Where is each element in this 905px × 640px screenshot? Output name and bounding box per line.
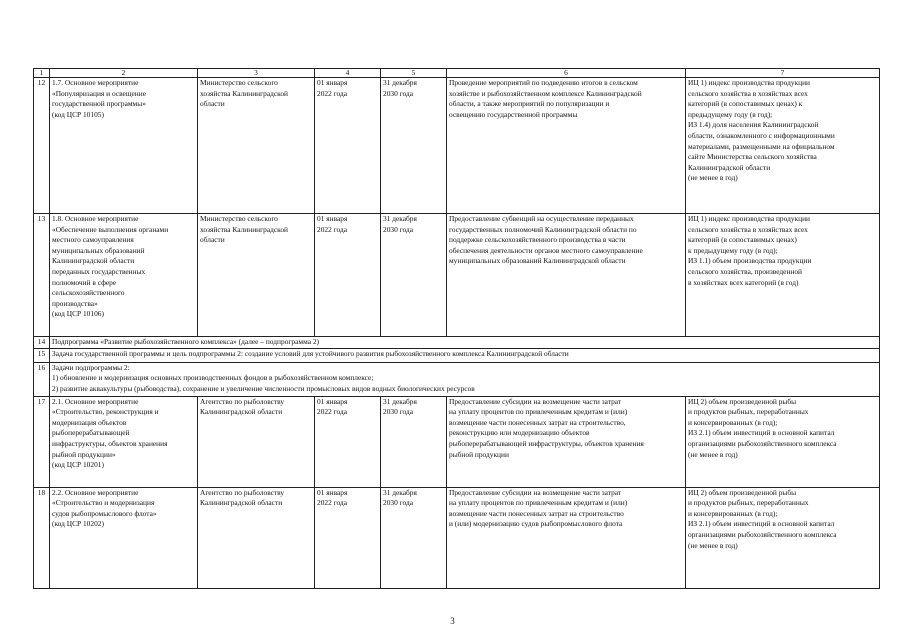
header-cell-5: 5 (381, 69, 447, 78)
row-number: 14 (34, 337, 50, 349)
header-cell-7: 7 (686, 69, 880, 78)
event-description: Предоставление субвенций на осуществление переданных государственных полномочий Калининградской области по поддержке сельскохозяйственного производства в части обеспечения деятельности органов местного самоуправление муниципальных образований Калининградской области (447, 214, 686, 337)
table-row (34, 78, 880, 214)
row-number: 12 (34, 78, 50, 214)
header-cell-2: 2 (50, 69, 198, 78)
event-description: Проведение мероприятий по подведению итогов в сельском хозяйстве и рыбохозяйственном комплексе Калининградской области, а также мероприятий по популяризации и освещению государственной программы (447, 78, 686, 214)
event-description: Предоставление субсидии на возмещение части затрат на уплату процентов по привлеченным кредитам и (или) возмещение части понесенных затрат на строительство, реконструкцию или модернизацию объектов рыбоперерабатывающей инфраструктуры, объектов хранения рыбной продукции (447, 396, 686, 487)
event-name: 1.8. Основное мероприятие «Обеспечение выполнения органами местного самоуправления муниципальных образований Калининградской области переданных государственных полномочий в сфере сельскохозяйственного производства» (код ЦСР 10106) (50, 214, 198, 337)
header-cell-3: 3 (198, 69, 315, 78)
end-date: 31 декабря 2030 года (381, 214, 447, 337)
table-row (34, 487, 880, 588)
indicators: ИЦ 1) индекс производства продукции сельского хозяйства в хозяйствах всех категорий (в сопоставимых ценах) к предыдущему году (в год); ИЗ 1.1) объем производства продукции сельского хозяйства, произведенной в хозяйствах всех категорий (в год) (686, 214, 880, 337)
end-date: 31 декабря 2030 года (381, 487, 447, 588)
header-cell-6: 6 (447, 69, 686, 78)
start-date: 01 января 2022 года (315, 487, 381, 588)
program-table (33, 68, 880, 589)
start-date: 01 января 2022 года (315, 214, 381, 337)
event-name: 2.1. Основное мероприятие «Строительство, реконструкция и модернизация объектов рыбоперерабатывающей инфраструктуры, объектов хранения рыбной продукции» (код ЦСР 10201) (50, 396, 198, 487)
executor: Министерство сельского хозяйства Калининградской области (198, 214, 315, 337)
header-cell-1: 1 (34, 69, 50, 78)
page-number: 3 (450, 616, 455, 626)
executor: Министерство сельского хозяйства Калининградской области (198, 78, 315, 214)
subprogram-tasks: Задачи подпрограммы 2: 1) обновление и модернизация основных производственных фондов в рыбохозяйственном комплексе; 2) развитие аквакультуры (рыбоводства), сохранение и увеличение численности промысловых видов водных биологических ресурсов (50, 362, 880, 396)
executor: Агентство по рыболовству Калининградской области (198, 487, 315, 588)
indicators: ИЦ 2) объем произведенной рыбы и продуктов рыбных, переработанных и консервированных (в год); ИЗ 2.1) объем инвестиций в основной капитал организациями рыбохозяйственного комплекса (не менее в год) (686, 487, 880, 588)
event-name: 2.2. Основное мероприятие «Строительство и модернизация судов рыбопромыслового флота» (код ЦСР 10202) (50, 487, 198, 588)
subprogram-row (34, 337, 880, 349)
table-row (34, 214, 880, 337)
event-name: 1.7. Основное мероприятие «Популяризация и освещение государственной программы» (код ЦСР 10105) (50, 78, 198, 214)
indicators: ИЦ 2) объем произведенной рыбы и продуктов рыбных, переработанных и консервированных (в год); ИЗ 2.1) объем инвестиций в основной капитал организациями рыбохозяйственного комплекса (не менее в год) (686, 396, 880, 487)
start-date: 01 января 2022 года (315, 78, 381, 214)
row-number: 13 (34, 214, 50, 337)
table-row (34, 396, 880, 487)
header-row (34, 69, 880, 78)
tasks-row (34, 362, 880, 396)
end-date: 31 декабря 2030 года (381, 78, 447, 214)
row-number: 18 (34, 487, 50, 588)
row-number: 17 (34, 396, 50, 487)
indicators: ИЦ 1) индекс производства продукции сельского хозяйства в хозяйствах всех категорий (в сопоставимых ценах) к предыдущему году (в год); ИЗ 1.4) доля населения Калининградской области, ознакомленного с информационными материалами, размещенными на официальном сайте Министерства сельского хозяйства Калининградской области (не менее в год) (686, 78, 880, 214)
row-number: 15 (34, 348, 50, 362)
goal-row (34, 348, 880, 362)
row-number: 16 (34, 362, 50, 396)
header-cell-4: 4 (315, 69, 381, 78)
subprogram-title: Подпрограмма «Развитие рыбохозяйственного комплекса» (далее – подпрограмма 2) (50, 337, 880, 349)
event-description: Предоставление субсидии на возмещение части затрат на уплату процентов по привлеченным кредитам и (или) возмещение части понесенных затрат на строительство и (или) модернизацию судов рыбопромыслового флота (447, 487, 686, 588)
executor: Агентство по рыболовству Калининградской области (198, 396, 315, 487)
end-date: 31 декабря 2030 года (381, 396, 447, 487)
start-date: 01 января 2022 года (315, 396, 381, 487)
subprogram-goal: Задача государственной программы и цель подпрограммы 2: создание условий для устойчивого развития рыбохозяйственного комплекса Калининградской области (50, 348, 880, 362)
